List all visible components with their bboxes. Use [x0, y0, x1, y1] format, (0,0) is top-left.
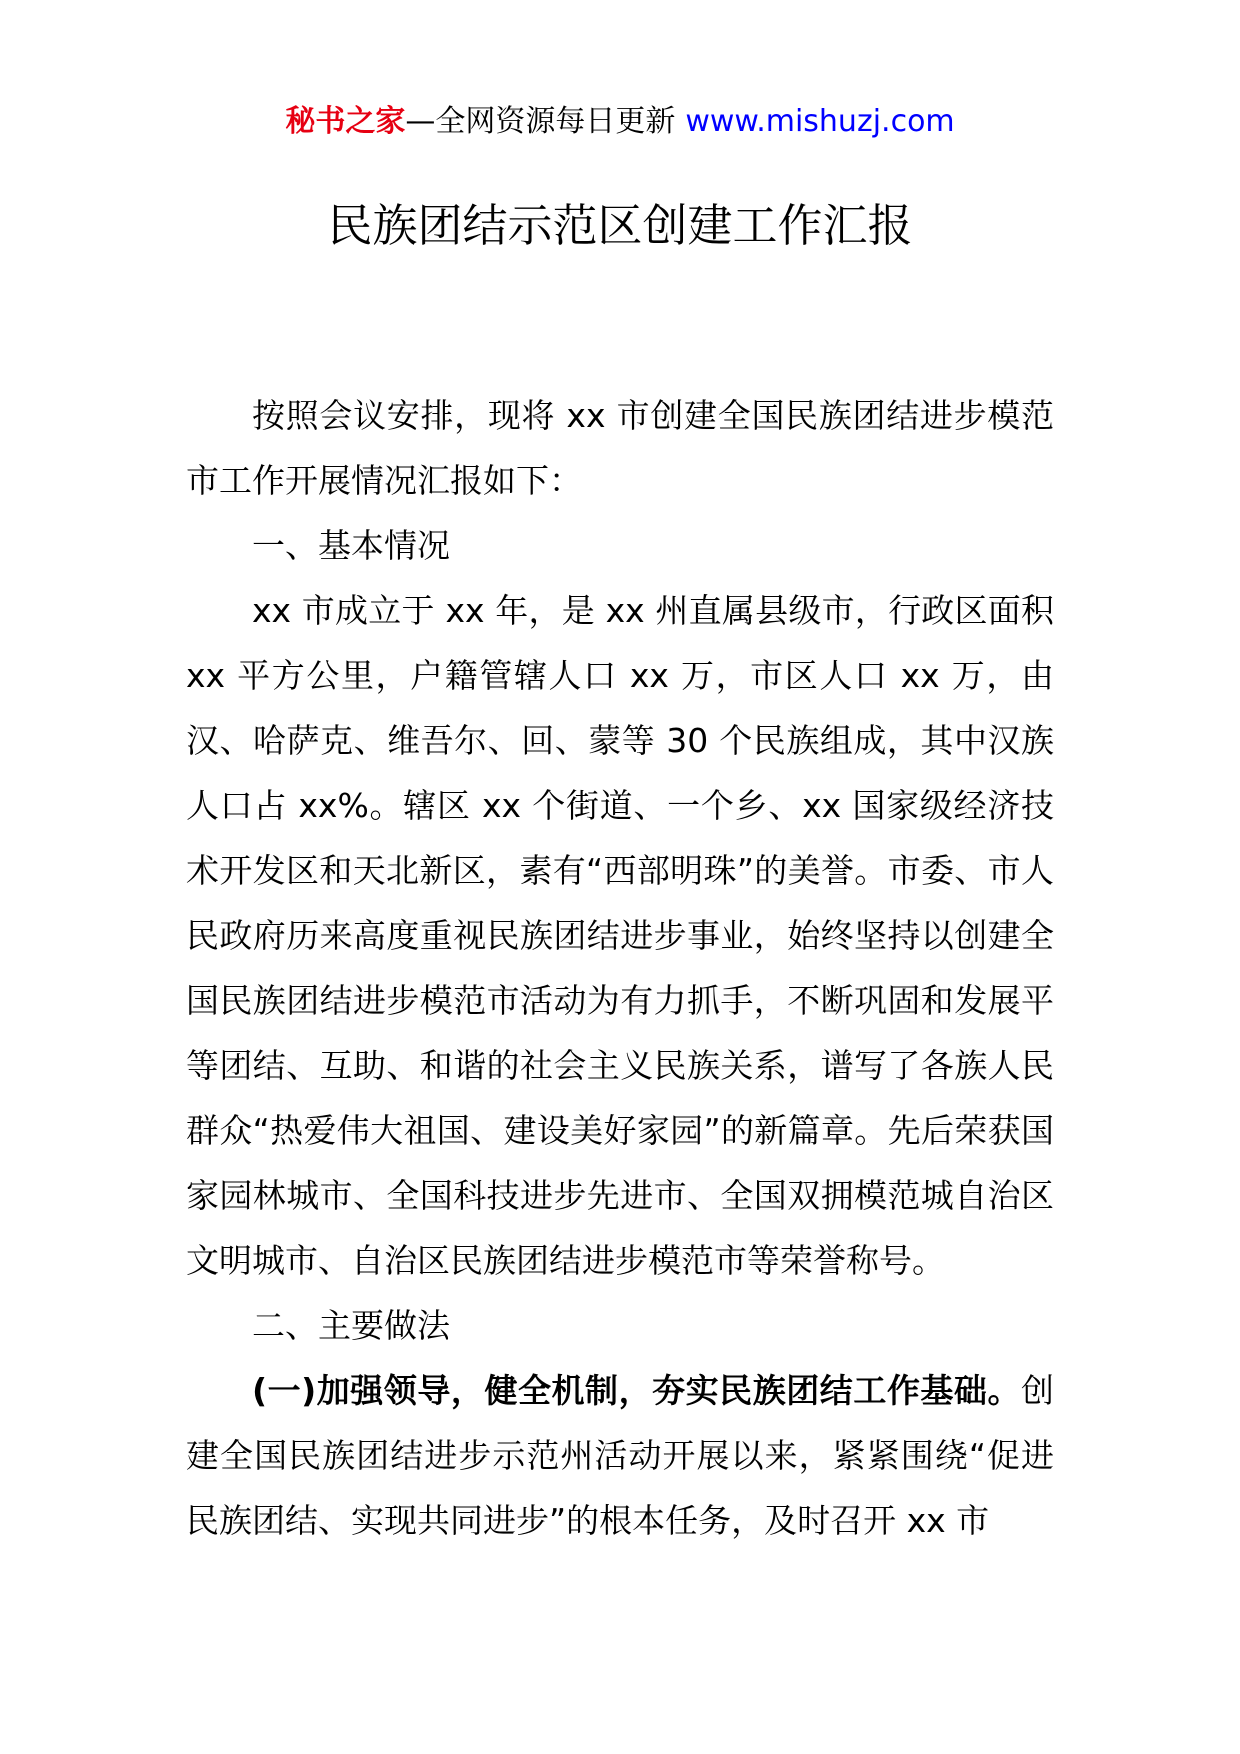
- section-heading-basic: 一、基本情况: [252, 526, 450, 565]
- subsection-paragraph: [186, 1358, 1054, 1553]
- subsection-lead: (一)加强领导，健全机制，夯实民族团结工作基础。: [252, 1371, 1021, 1410]
- site-brand: 秘书之家: [285, 104, 406, 139]
- document-body: [186, 383, 1054, 1553]
- site-tagline: —全网资源每日更新: [405, 104, 676, 139]
- section-heading-practices: 二、主要做法: [252, 1306, 450, 1345]
- document-title: 民族团结示范区创建工作汇报: [327, 199, 913, 252]
- site-url-link[interactable]: www.mishuzj.com: [685, 104, 955, 139]
- intro-paragraph: 按照会议安排，现将 xx 市创建全国民族团结进步模范市工作开展情况汇报如下：: [186, 396, 1054, 500]
- basic-situation-paragraph: xx 市成立于 xx 年，是 xx 州直属县级市，行政区面积 xx 平方公里，户籍管辖人口 xx 万，市区人口 xx 万，由汉、哈萨克、维吾尔、回、蒙等 30 个民族组成，其中汉族人口占 xx%。辖区 xx 个街道、一个乡、xx 国家级经济技术开发区和天北新区，素有“西部明珠”的美誉。市委、市人民政府历来高度重视民族团结进步事业，始终坚持以创建全国民族团结进步模范市活动为有力抓手，不断巩固和发展平等团结、互助、和谐的社会主义民族关系，谱写了各族人民群众“热爱伟大祖国、建设美好家园”的新篇章。先后荣获国家园林城市、全国科技进步先进市、全国双拥模范城自治区文明城市、自治区民族团结进步模范市等荣誉称号。: [186, 591, 1054, 1280]
- site-banner: [0, 100, 1240, 144]
- subsection-body: 创建全国民族团结进步示范州活动开展以来，紧紧围绕“促进民族团结、实现共同进步”的根本任务，及时召开 xx 市: [186, 1371, 1054, 1540]
